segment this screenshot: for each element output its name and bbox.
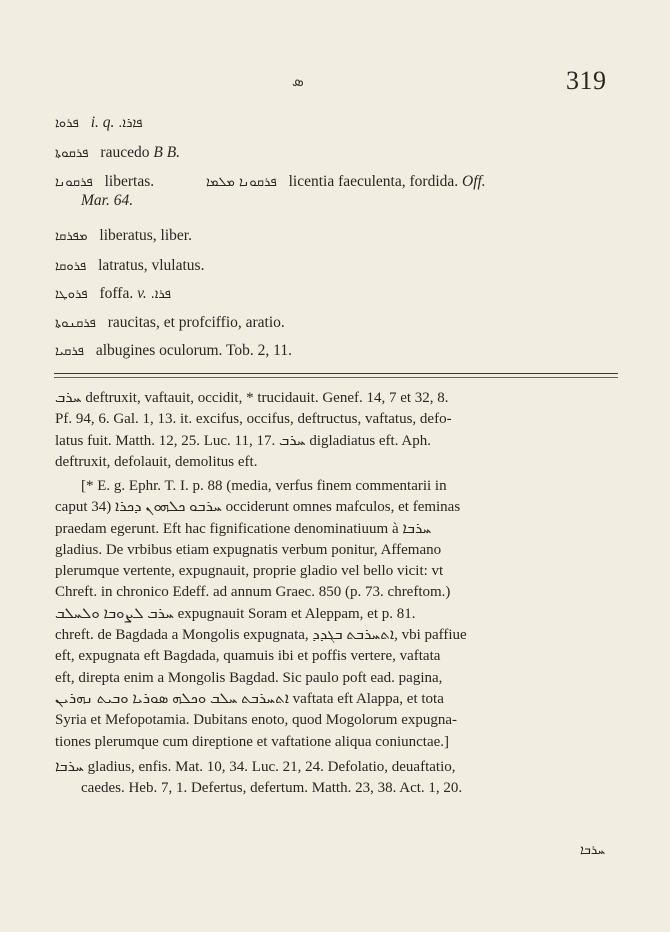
text-line: caput 34) ܚܪܒܘ ܟܠܗܘܢ ܕܟܪܐ occiderunt omnes mafculos, et feminas [55, 499, 461, 516]
entry-gloss-2: licentia faeculenta, fordida. [288, 173, 459, 190]
entry-1 [55, 113, 615, 133]
text-line: [* E. g. Ephr. T. I. p. 88 (media, verfus finem commentarii in [81, 478, 447, 494]
running-head: ܣ [292, 74, 304, 90]
entry-gloss: raucedo [100, 144, 150, 161]
text-line: eft, direpta enim a Mongolis Bagdad. Sic paulo poft ead. pagina, [55, 669, 443, 686]
entry-3 [55, 172, 615, 192]
entry-source: B B. [153, 144, 181, 161]
text-line: ܐܬܚܪܒܬ ܚܠܒ ܘܟܠܗ ܣܘܪܝܐ ܘܒܝܬ ܢܗܪܝܢ vaftata eft Alappa, et tota [55, 690, 444, 707]
entry-gloss: latratus, vlulatus. [98, 257, 205, 274]
section-rule-thin [54, 377, 618, 378]
syriac-phrase: ܦܪܩܘܢܐ ܡܠܡܐ [206, 175, 277, 190]
text-line: praedam egerunt. Eft hac fignificatione denominatiuum à ܚܪܒܐ [55, 520, 432, 537]
entry-ref: v. [137, 285, 147, 302]
syriac-headword: ܦܪܩܘܬܐ [55, 146, 89, 161]
text-line: ܚܪܒ ܠܨܘܒܐ ܘܠܚܠܒ expugnauit Soram et Aleppam, et p. 81. [55, 605, 416, 622]
text-line: chreft. de Bagdada a Mongolis expugnata, ܐܬܚܪܒܬ ܒܓܕܕ, vbi paffiue [55, 627, 467, 644]
entry-4 [55, 226, 615, 246]
text-line: Pf. 94, 6. Gal. 1, 13. it. excifus, occifus, deftructus, vaftatus, defo- [55, 411, 452, 428]
syriac-headword: ܦܪܘܛܐ [55, 287, 88, 302]
entry-gloss: foffa. [99, 285, 134, 302]
section-rule [54, 373, 618, 374]
text-line: deftruxit, defolauit, demolitus eft. [55, 453, 258, 470]
syriac-headword: ܡܦܪܩܐ [55, 229, 88, 244]
text-line: latus fuit. Matth. 12, 25. Luc. 11, 17. ܚܪܒ digladiatus eft. Aph. [55, 432, 431, 449]
text-line: gladius. De vrbibus etiam expugnatis verbum ponitur, Affemano [55, 541, 442, 558]
page-number: 319 [566, 66, 607, 95]
text-line: Syria et Mefopotamia. Dubitans enoto, quod Mogolorum expugna- [55, 712, 458, 729]
entry-7 [55, 313, 615, 333]
syriac-headword: ܦܪܩܘܢܐ [55, 175, 93, 190]
article-paragraph-1 [55, 388, 625, 473]
text-line: eft, expugnata eft Bagdada, quamuis ibi et poffis vertere, vaftata [55, 648, 441, 665]
text-line: ܚܪܒ deftruxit, vaftauit, occidit, * trucidauit. Genef. 14, 7 et 32, 8. [55, 390, 449, 406]
continuation-text: Mar. 64. [81, 192, 134, 209]
syriac-variant: ܦܪܐ. [150, 287, 172, 302]
article-paragraph-2 [55, 476, 625, 753]
syriac-headword: ܦܪܩܝܐ [55, 344, 84, 359]
syriac-headword: ܦܪܘܩܐ [55, 259, 87, 274]
entry-source: Off. [462, 173, 486, 190]
entry-5 [55, 256, 615, 276]
entry-gloss: i. q. [90, 114, 115, 131]
entry-6 [55, 284, 615, 304]
entry-gloss: libertas. [104, 173, 155, 190]
syriac-headword: ܦܪܘܐ [55, 116, 79, 131]
text-line: plerumque vertente, expugnauit, proprie gladio vel bello vicit: vt [55, 563, 444, 580]
text-line: caedes. Heb. 7, 1. Defertus, defertum. Matth. 23, 38. Act. 1, 20. [81, 780, 463, 797]
article-paragraph-3 [55, 757, 625, 800]
syriac-variant: ܦܐܪܐ. [118, 116, 143, 131]
entry-gloss: raucitas, et profciffio, aratio. [107, 314, 285, 331]
text-line: Chreft. in chronico Edeff. ad annum Graec. 850 (p. 73. chreftom.) [55, 584, 451, 601]
text-line: ܚܪܒܐ gladius, enfis. Mat. 10, 34. Luc. 21, 24. Defolatio, deuaftatio, [55, 759, 456, 775]
entry-continuation [81, 192, 133, 210]
entry-gloss: liberatus, liber. [99, 227, 192, 244]
catchword: ܚܪܒܐ [580, 843, 606, 858]
entry-gloss: albugines oculorum. Tob. 2, 11. [95, 342, 292, 359]
syriac-headword: ܦܪܩܢܘܬܐ [55, 316, 96, 331]
entry-2 [55, 143, 615, 163]
entry-8 [55, 341, 615, 361]
text-line: tiones plerumque cum direptione et vaftatione aliqua coniunctae.] [55, 733, 450, 750]
